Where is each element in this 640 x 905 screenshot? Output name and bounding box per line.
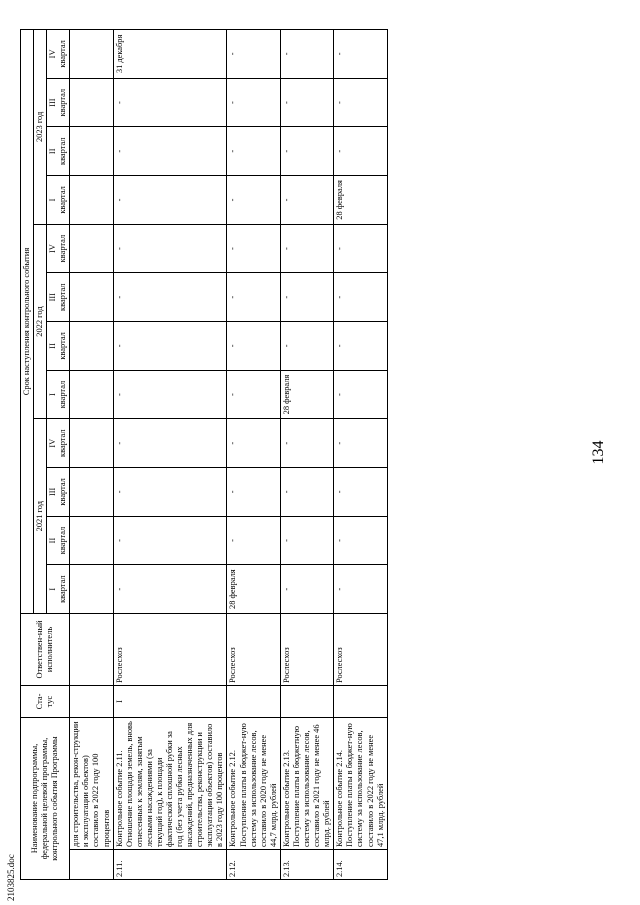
deadline-cell: - [280, 419, 333, 468]
quarter-word: квартал [58, 332, 68, 360]
header-executor: Ответствен-ный исполнитель [21, 614, 70, 686]
deadline-cell: - [227, 419, 280, 468]
header-quarter [47, 30, 70, 79]
responsible-executor: Рослесхоз [227, 614, 280, 686]
event-name: Контрольное событие 2.13. Поступление платы в бюджетную систему за использование лесов, составило в 2021 году не менее 46 млрд. рублей [280, 718, 333, 850]
quarter-word: квартал [58, 429, 68, 457]
quarter-word: квартал [58, 526, 68, 555]
deadline-cell: - [113, 78, 227, 127]
page-number: 134 [590, 440, 607, 465]
deadline-cell: - [113, 565, 227, 614]
deadline-cell: - [334, 516, 387, 565]
deadline-cell [70, 370, 113, 419]
header-quarter [47, 127, 70, 176]
deadline-cell: - [113, 127, 227, 176]
table-row [113, 30, 227, 880]
row-number: 2.12. [227, 850, 280, 880]
deadline-cell: - [227, 30, 280, 79]
deadline-cell: - [334, 127, 387, 176]
deadline-cell: - [227, 370, 280, 419]
row-number [70, 850, 113, 880]
deadline-cell: - [334, 419, 387, 468]
event-name: Контрольное событие 2.14. Поступление платы в бюджет-ную систему за использование лесов, составило в 2022 году не менее 47,1 млрд. рублей [334, 718, 387, 850]
quarter-number: IV [48, 244, 58, 253]
row-number: 2.14. [334, 850, 387, 880]
deadline-cell [70, 516, 113, 565]
quarter-word: квартал [58, 575, 68, 603]
header-quarter [47, 78, 70, 127]
deadline-cell: - [334, 30, 387, 79]
deadline-cell: - [227, 273, 280, 322]
deadline-cell: - [113, 224, 227, 273]
deadline-cell: - [227, 516, 280, 565]
event-name: Контрольное событие 2.12. Поступление платы в бюджет-ную систему за использование лесов, составило в 2020 году не менее 44,7 млрд. рублей [227, 718, 280, 850]
event-status [227, 686, 280, 718]
table-header [21, 30, 70, 880]
header-status: Ста-тус [21, 686, 70, 718]
deadline-cell: - [280, 565, 333, 614]
header-quarter [47, 516, 70, 565]
table-body [70, 30, 387, 880]
header-quarter [47, 176, 70, 225]
header-quarter [47, 322, 70, 371]
deadline-cell: - [113, 322, 227, 371]
event-name: для строительства, рекон-струкции и эксплуатации объектов) составило в 2022 году 100 процентов [70, 718, 113, 850]
event-status: I [113, 686, 227, 718]
deadline-cell: 28 февраля [280, 370, 333, 419]
quarter-number: I [48, 393, 58, 396]
quarter-number: III [48, 293, 58, 302]
deadline-cell: - [334, 78, 387, 127]
header-quarter [47, 468, 70, 517]
quarter-word: квартал [58, 137, 68, 165]
deadline-cell [70, 127, 113, 176]
deadline-cell: - [113, 273, 227, 322]
deadline-cell [70, 78, 113, 127]
quarter-word: квартал [58, 234, 68, 263]
responsible-executor: Рослесхоз [113, 614, 227, 686]
deadline-cell: - [227, 127, 280, 176]
quarter-word: квартал [58, 88, 68, 117]
deadline-cell: - [113, 176, 227, 225]
event-status [280, 686, 333, 718]
responsible-executor: Рослесхоз [334, 614, 387, 686]
deadline-cell: - [227, 468, 280, 517]
deadline-cell [70, 565, 113, 614]
quarter-number: IV [48, 438, 58, 448]
header-quarter [47, 273, 70, 322]
deadline-cell: - [280, 322, 333, 371]
deadline-cell: - [280, 516, 333, 565]
deadline-cell: - [280, 273, 333, 322]
deadline-cell [70, 176, 113, 225]
deadline-cell: 28 февраля [227, 565, 280, 614]
deadline-cell: - [227, 176, 280, 225]
quarter-word: квартал [58, 478, 68, 506]
deadline-cell: - [280, 30, 333, 79]
deadline-cell: - [334, 322, 387, 371]
deadline-cell [70, 419, 113, 468]
deadline-cell: - [280, 224, 333, 273]
event-status [334, 686, 387, 718]
deadline-cell: - [113, 419, 227, 468]
header-name: Наименование подпрограммы, федеральной целевой программы, контрольного события Программы [21, 718, 70, 880]
deadline-cell: - [227, 224, 280, 273]
event-status [70, 686, 113, 718]
quarter-number: II [48, 343, 58, 349]
deadline-cell: - [280, 127, 333, 176]
responsible-executor [70, 614, 113, 686]
deadline-cell: - [280, 176, 333, 225]
deadline-cell [70, 273, 113, 322]
table-row [227, 30, 280, 880]
header-quarter [47, 370, 70, 419]
responsible-executor: Рослесхоз [280, 614, 333, 686]
header-deadline: Срок наступления контрольного события [21, 30, 34, 614]
table-row [334, 30, 387, 880]
deadline-cell: - [334, 370, 387, 419]
header-quarter [47, 565, 70, 614]
deadline-cell: - [227, 78, 280, 127]
deadline-cell: - [334, 224, 387, 273]
control-events-table [20, 29, 388, 880]
deadline-cell: - [280, 468, 333, 517]
quarter-number: I [48, 587, 58, 591]
deadline-cell: - [113, 516, 227, 565]
deadline-cell: - [280, 78, 333, 127]
table-row [70, 30, 113, 880]
header-year: 2023 год [34, 30, 47, 225]
deadline-cell: - [113, 468, 227, 517]
deadline-cell [70, 224, 113, 273]
header-year: 2021 год [34, 419, 47, 614]
deadline-cell: - [334, 273, 387, 322]
row-number: 2.11. [113, 850, 227, 880]
quarter-number: II [48, 537, 58, 544]
table-row [280, 30, 333, 880]
deadline-cell [70, 468, 113, 517]
quarter-number: II [48, 148, 58, 155]
deadline-cell: 28 февраля [334, 176, 387, 225]
file-name: 2103825.doc [6, 854, 16, 901]
quarter-word: квартал [58, 380, 68, 409]
deadline-cell: - [334, 565, 387, 614]
quarter-word: квартал [58, 186, 68, 214]
row-number: 2.13. [280, 850, 333, 880]
header-quarter [47, 419, 70, 468]
quarter-number: III [48, 98, 58, 107]
quarter-number: I [48, 198, 58, 202]
quarter-number: IV [48, 49, 58, 59]
deadline-cell: - [113, 370, 227, 419]
quarter-number: III [48, 487, 58, 497]
quarter-word: квартал [58, 283, 68, 311]
deadline-cell: 31 декабря [113, 30, 227, 79]
header-year: 2022 год [34, 224, 47, 419]
header-quarter [47, 224, 70, 273]
deadline-cell [70, 30, 113, 79]
deadline-cell: - [227, 322, 280, 371]
event-name: Контрольное событие 2.11. Отношение площади земель, вновь отнесенных к землям, занятым лесными насаждениями (за текущий год), к площади фактической сплошной рубки за год (без учета рубки лесных насаждений, предназначенных для строительства, реконструкции и эксплуатации объектов) составило в 2023 году 100 процентов [113, 718, 227, 850]
deadline-cell [70, 322, 113, 371]
quarter-word: квартал [58, 40, 68, 68]
deadline-cell: - [334, 468, 387, 517]
